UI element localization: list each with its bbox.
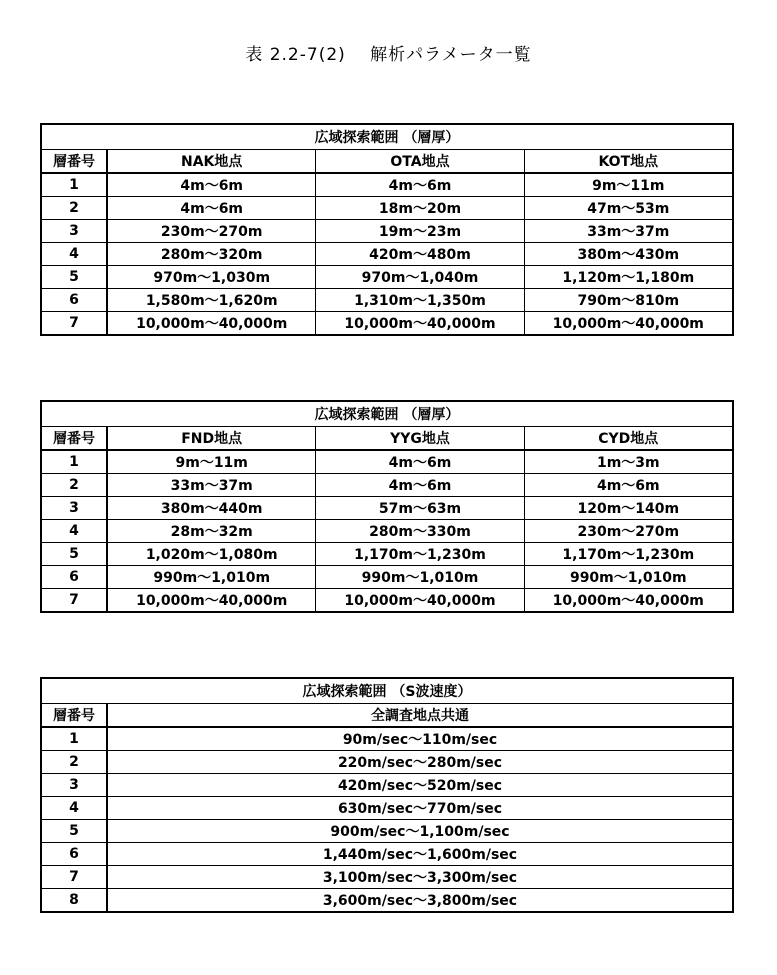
cell-value: 4m～6m [107, 173, 316, 197]
layer-number: 6 [41, 843, 107, 866]
cell-value: 4m～6m [316, 474, 524, 497]
layer-number: 1 [41, 173, 107, 197]
table-row [41, 289, 733, 312]
cell-value: 1,580m～1,620m [107, 289, 316, 312]
layer-number: 8 [41, 889, 107, 913]
document-title: 表 2.2-7(2) 解析パラメータ一覧 [245, 45, 532, 65]
layer-number: 1 [41, 450, 107, 474]
table-row [41, 266, 733, 289]
cell-value: 10,000m～40,000m [107, 589, 316, 613]
table-row [41, 820, 733, 843]
site-header-nak: NAK地点 [107, 150, 316, 174]
cell-value: 230m～270m [107, 220, 316, 243]
cell-value: 19m～23m [316, 220, 524, 243]
cell-value: 990m～1,010m [524, 566, 733, 589]
cell-value: 10,000m～40,000m [107, 312, 316, 336]
table-row [41, 243, 733, 266]
layer-number: 5 [41, 266, 107, 289]
cell-value: 10,000m～40,000m [316, 312, 524, 336]
layer-number: 5 [41, 543, 107, 566]
layer-number: 3 [41, 774, 107, 797]
cell-value: 4m～6m [316, 173, 524, 197]
cell-value: 970m～1,040m [316, 266, 524, 289]
cell-value: 33m～37m [107, 474, 316, 497]
cell-value: 18m～20m [316, 197, 524, 220]
cell-value: 10,000m～40,000m [316, 589, 524, 613]
layer-number: 2 [41, 197, 107, 220]
cell-value: 220m/sec～280m/sec [107, 751, 733, 774]
table-caption: 広域探索範囲 （層厚） [41, 124, 733, 150]
table-row [41, 197, 733, 220]
layer-number: 7 [41, 589, 107, 613]
cell-value: 990m～1,010m [316, 566, 524, 589]
cell-value: 1m～3m [524, 450, 733, 474]
site-header-cyd: CYD地点 [524, 427, 733, 451]
site-header-ota: OTA地点 [316, 150, 524, 174]
layer-number: 7 [41, 866, 107, 889]
layer-number: 3 [41, 497, 107, 520]
common-sites-header: 全調査地点共通 [107, 704, 733, 728]
table-row [41, 889, 733, 913]
cell-value: 420m～480m [316, 243, 524, 266]
layer-number: 4 [41, 243, 107, 266]
layer-number: 7 [41, 312, 107, 336]
cell-value: 4m～6m [316, 450, 524, 474]
cell-value: 28m～32m [107, 520, 316, 543]
table-caption: 広域探索範囲 （層厚） [41, 401, 733, 427]
cell-value: 420m/sec～520m/sec [107, 774, 733, 797]
layer-number-header: 層番号 [41, 704, 107, 728]
layer-number: 6 [41, 566, 107, 589]
table-caption: 広域探索範囲 （S波速度） [41, 678, 733, 704]
table-row [41, 774, 733, 797]
layer-number: 4 [41, 797, 107, 820]
layer-number: 4 [41, 520, 107, 543]
site-header-kot: KOT地点 [524, 150, 733, 174]
table-row [41, 450, 733, 474]
layer-number: 1 [41, 727, 107, 751]
thickness-table-2 [40, 400, 734, 613]
cell-value: 47m～53m [524, 197, 733, 220]
site-header-yyg: YYG地点 [316, 427, 524, 451]
cell-value: 790m～810m [524, 289, 733, 312]
site-header-fnd: FND地点 [107, 427, 316, 451]
cell-value: 1,170m～1,230m [524, 543, 733, 566]
shear-velocity-table [40, 677, 734, 913]
table-row [41, 797, 733, 820]
cell-value: 1,020m～1,080m [107, 543, 316, 566]
cell-value: 9m～11m [524, 173, 733, 197]
cell-value: 10,000m～40,000m [524, 312, 733, 336]
layer-number: 2 [41, 751, 107, 774]
cell-value: 4m～6m [524, 474, 733, 497]
layer-number-header: 層番号 [41, 427, 107, 451]
table-row [41, 312, 733, 336]
cell-value: 1,310m～1,350m [316, 289, 524, 312]
table-row [41, 497, 733, 520]
table-row [41, 173, 733, 197]
cell-value: 9m～11m [107, 450, 316, 474]
cell-value: 280m～330m [316, 520, 524, 543]
thickness-table-1 [40, 123, 734, 336]
cell-value: 970m～1,030m [107, 266, 316, 289]
table-row [41, 220, 733, 243]
cell-value: 57m～63m [316, 497, 524, 520]
layer-number: 3 [41, 220, 107, 243]
layer-number-header: 層番号 [41, 150, 107, 174]
cell-value: 4m～6m [107, 197, 316, 220]
cell-value: 10,000m～40,000m [524, 589, 733, 613]
cell-value: 3,100m/sec～3,300m/sec [107, 866, 733, 889]
table-row [41, 727, 733, 751]
cell-value: 33m～37m [524, 220, 733, 243]
cell-value: 1,170m～1,230m [316, 543, 524, 566]
cell-value: 380m～430m [524, 243, 733, 266]
cell-value: 1,440m/sec～1,600m/sec [107, 843, 733, 866]
layer-number: 2 [41, 474, 107, 497]
table-row [41, 520, 733, 543]
table-row [41, 751, 733, 774]
table-row [41, 543, 733, 566]
cell-value: 630m/sec～770m/sec [107, 797, 733, 820]
layer-number: 5 [41, 820, 107, 843]
table-row [41, 589, 733, 613]
table-row [41, 843, 733, 866]
cell-value: 3,600m/sec～3,800m/sec [107, 889, 733, 913]
cell-value: 1,120m～1,180m [524, 266, 733, 289]
cell-value: 900m/sec～1,100m/sec [107, 820, 733, 843]
cell-value: 990m～1,010m [107, 566, 316, 589]
layer-number: 6 [41, 289, 107, 312]
table-row [41, 474, 733, 497]
cell-value: 120m～140m [524, 497, 733, 520]
cell-value: 280m～320m [107, 243, 316, 266]
table-row [41, 566, 733, 589]
cell-value: 230m～270m [524, 520, 733, 543]
cell-value: 380m～440m [107, 497, 316, 520]
table-row [41, 866, 733, 889]
cell-value: 90m/sec～110m/sec [107, 727, 733, 751]
